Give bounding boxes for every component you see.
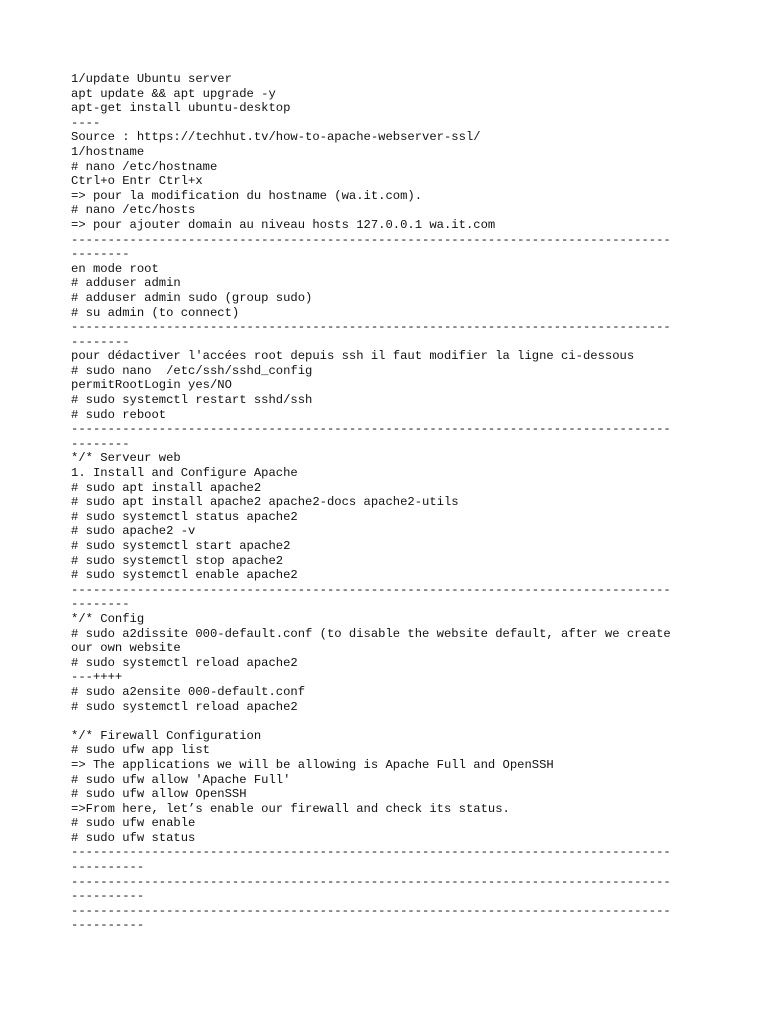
- separator-line: --------: [71, 247, 130, 262]
- text-line: # sudo ufw allow OpenSSH: [71, 787, 247, 802]
- text-line: # sudo ufw status: [71, 830, 196, 845]
- text-line: # sudo systemctl restart sshd/ssh: [71, 393, 313, 408]
- text-line: # sudo nano /etc/ssh/sshd_config: [71, 363, 313, 378]
- text-line: => The applications we will be allowing is Apache Full and OpenSSH: [71, 757, 554, 772]
- text-line: # sudo ufw allow 'Apache Full': [71, 772, 291, 787]
- text-line: permitRootLogin yes/NO: [71, 378, 232, 393]
- text-line: # sudo a2ensite 000-default.conf: [71, 684, 306, 699]
- text-line: en mode root: [71, 261, 159, 276]
- separator-line: ----------------------------------------------------------------------------------: [71, 903, 671, 918]
- separator-line: ----------------------------------------------------------------------------------: [71, 320, 671, 335]
- separator-line: --------: [71, 597, 130, 612]
- text-line: # su admin (to connect): [71, 305, 240, 320]
- text-line: # sudo systemctl reload apache2: [71, 655, 298, 670]
- text-line: # sudo reboot: [71, 407, 167, 422]
- separator-line: ----------: [71, 860, 145, 875]
- text-line: # sudo systemctl start apache2: [71, 539, 291, 553]
- text-line: # sudo systemctl enable apache2: [71, 568, 298, 583]
- text-line: apt-get install ubuntu-desktop: [71, 101, 291, 116]
- text-line: # nano /etc/hostname: [71, 159, 218, 174]
- text-line: # sudo apt install apache2: [71, 480, 262, 495]
- separator-line: ----: [71, 115, 101, 130]
- text-line: ---++++: [71, 670, 123, 685]
- separator-line: ----------: [71, 918, 145, 933]
- text-line: # nano /etc/hosts: [71, 203, 196, 218]
- text-line: => pour la modification du hostname (wa.it.com).: [71, 188, 423, 203]
- blank-line: [71, 714, 701, 729]
- separator-line: ----------: [71, 889, 145, 904]
- text-line: # sudo ufw app list: [71, 743, 210, 758]
- document-page: [71, 72, 701, 933]
- text-line: # sudo a2dissite 000-default.conf (to disable the website default, after we create: [71, 626, 671, 641]
- text-line: # sudo apache2 -v: [71, 524, 196, 539]
- text-line: # sudo systemctl reload apache2: [71, 699, 298, 714]
- text-line: 1/hostname: [71, 144, 145, 159]
- text-line: */* Firewall Configuration: [71, 728, 262, 743]
- text-line: # adduser admin sudo (group sudo): [71, 290, 313, 305]
- text-line: # adduser admin: [71, 276, 181, 291]
- text-line: # sudo apt install apache2 apache2-docs apache2-utils: [71, 495, 459, 510]
- text-line: Ctrl+o Entr Ctrl+x: [71, 174, 203, 189]
- text-line: our own website: [71, 641, 181, 656]
- text-line: # sudo systemctl stop apache2: [71, 553, 284, 568]
- text-line: =>From here, let’s enable our firewall and check its status.: [71, 801, 510, 816]
- text-line: pour dédactiver l'accées root depuis ssh il faut modifier la ligne ci-dessous: [71, 349, 635, 364]
- text-line: Source : https://techhut.tv/how-to-apache-webserver-ssl/: [71, 130, 481, 145]
- separator-line: --------: [71, 436, 130, 451]
- text-line: */* Config: [71, 611, 145, 626]
- text-line: # sudo systemctl status apache2: [71, 509, 298, 524]
- text-line: => pour ajouter domain au niveau hosts 127.0.0.1 wa.it.com: [71, 217, 496, 232]
- text-line: 1/update Ubuntu server: [71, 72, 232, 86]
- text-line: apt update && apt upgrade -y: [71, 86, 276, 101]
- separator-line: ----------------------------------------------------------------------------------: [71, 845, 671, 860]
- separator-line: ----------------------------------------------------------------------------------: [71, 582, 671, 597]
- separator-line: ----------------------------------------------------------------------------------: [71, 422, 671, 437]
- separator-line: ----------------------------------------------------------------------------------: [71, 874, 671, 889]
- text-line: 1. Install and Configure Apache: [71, 466, 298, 481]
- text-line: */* Serveur web: [71, 451, 181, 466]
- separator-line: --------: [71, 334, 130, 349]
- separator-line: ----------------------------------------------------------------------------------: [71, 232, 671, 247]
- text-line: # sudo ufw enable: [71, 816, 196, 831]
